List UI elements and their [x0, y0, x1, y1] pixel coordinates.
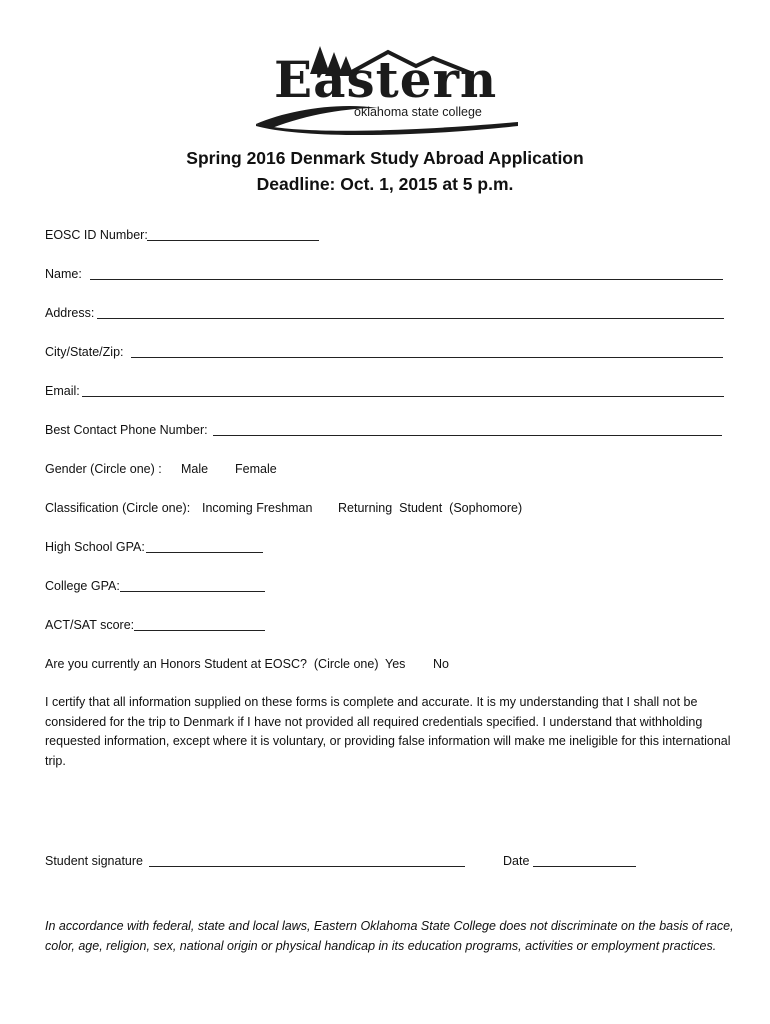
logo-wordmark: Eastern: [274, 50, 498, 109]
classification-option-freshman[interactable]: Incoming Freshman: [202, 501, 313, 515]
phone-label: Best Contact Phone Number:: [45, 423, 208, 437]
honors-option-yes[interactable]: Yes: [385, 657, 406, 671]
address-label: Address:: [45, 306, 95, 320]
gender-option-female[interactable]: Female: [235, 462, 277, 476]
city-state-zip-label: City/State/Zip:: [45, 345, 124, 359]
college-gpa-row: [45, 577, 735, 595]
address-field[interactable]: [97, 318, 724, 319]
logo-subtitle: oklahoma state college: [354, 105, 482, 119]
name-field[interactable]: [90, 279, 723, 280]
eosc-id-label: EOSC ID Number:: [45, 228, 148, 242]
college-logo: [248, 44, 528, 136]
college-gpa-label: College GPA:: [45, 579, 120, 593]
gender-label: Gender (Circle one) :: [45, 462, 162, 476]
act-sat-field[interactable]: [134, 630, 265, 631]
gender-row: [45, 460, 735, 478]
date-label: Date: [503, 854, 530, 868]
classification-label: Classification (Circle one):: [45, 501, 191, 515]
classification-row: [45, 499, 735, 517]
city-state-zip-field[interactable]: [131, 357, 723, 358]
name-row: [45, 265, 735, 283]
form-title: Spring 2016 Denmark Study Abroad Application: [186, 148, 584, 168]
address-row: [45, 304, 735, 322]
phone-field[interactable]: [213, 435, 722, 436]
deadline-title: Deadline: Oct. 1, 2015 at 5 p.m.: [256, 174, 514, 194]
act-sat-row: [45, 616, 735, 634]
email-row: [45, 382, 735, 400]
nondiscrimination-statement: In accordance with federal, state and local laws, Eastern Oklahoma State College does not discriminate on the basis of race, color, age, religion, sex, national origin or physical handicap in its education programs, activities or employment practices.: [45, 919, 734, 953]
hs-gpa-label: High School GPA:: [45, 540, 145, 554]
signature-label: Student signature: [45, 854, 143, 868]
eosc-id-row: [45, 226, 735, 244]
hs-gpa-field[interactable]: [146, 552, 263, 553]
signature-row: [45, 852, 735, 870]
college-gpa-field[interactable]: [120, 591, 265, 592]
date-field[interactable]: [533, 866, 636, 867]
certification-paragraph: I certify that all information supplied on these forms is complete and accurate. It is my understanding that I shall not be considered for the trip to Denmark if I have not provided all required credentials specified. I understand that withholding requested information, except where it is voluntary, or providing false information will make me ineligible for this international trip.: [45, 695, 731, 768]
email-label: Email:: [45, 384, 80, 398]
honors-option-no[interactable]: No: [433, 657, 449, 671]
email-field[interactable]: [82, 396, 724, 397]
signature-field[interactable]: [149, 866, 465, 867]
phone-row: [45, 421, 735, 439]
city-state-zip-row: [45, 343, 735, 361]
gender-option-male[interactable]: Male: [181, 462, 209, 476]
name-label: Name:: [45, 267, 82, 281]
classification-option-returning[interactable]: Returning Student (Sophomore): [338, 501, 523, 515]
honors-label: Are you currently an Honors Student at EOSC? (Circle one): [45, 657, 379, 671]
eosc-id-field[interactable]: [147, 240, 319, 241]
honors-row: [45, 655, 735, 673]
hs-gpa-row: [45, 538, 735, 556]
act-sat-label: ACT/SAT score:: [45, 618, 135, 632]
